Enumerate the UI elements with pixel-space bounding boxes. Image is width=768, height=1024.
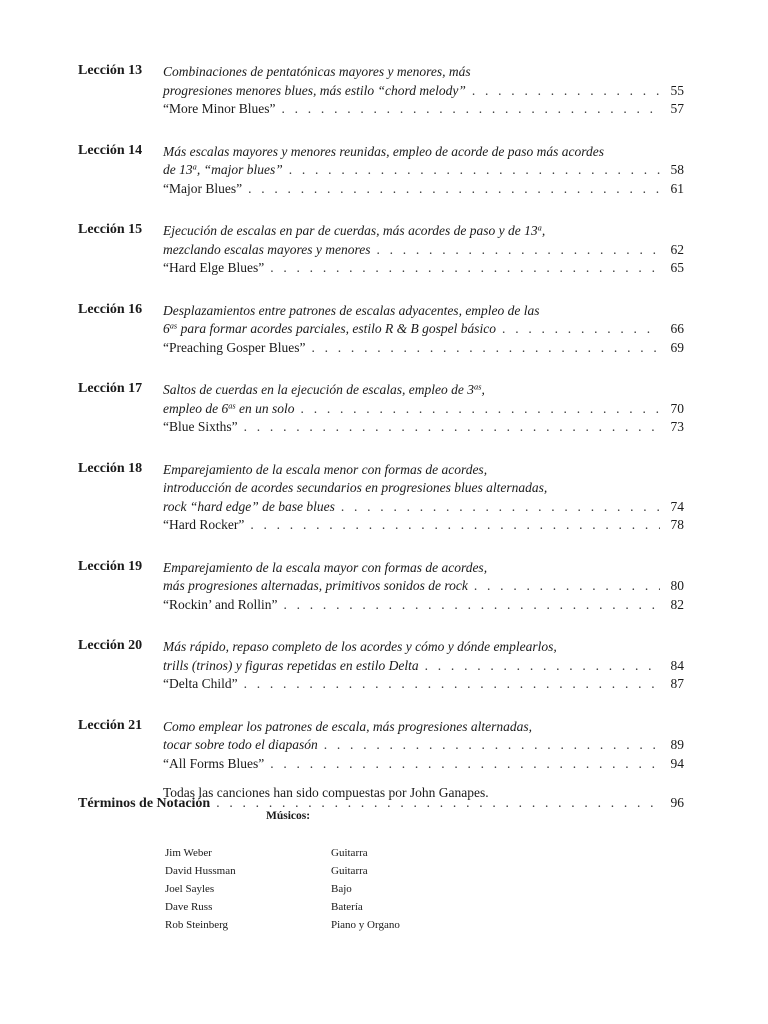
dot-leader bbox=[341, 498, 660, 517]
page-number: 96 bbox=[670, 795, 684, 810]
song-title: “Hard Rocker” bbox=[163, 517, 245, 532]
lesson-entry bbox=[78, 638, 684, 694]
dot-leader bbox=[502, 320, 660, 339]
lesson-lines bbox=[163, 718, 684, 774]
lesson-entry bbox=[78, 718, 684, 774]
lesson-entry bbox=[78, 63, 684, 119]
lesson-lines bbox=[163, 461, 684, 535]
lesson-label: Lección 19 bbox=[78, 558, 143, 574]
lesson-description: Emparejamiento de la escala mayor con formas de acordes, bbox=[163, 559, 488, 575]
lesson-entry bbox=[78, 461, 684, 535]
toc-line bbox=[163, 577, 684, 596]
lesson-label: Lección 16 bbox=[78, 301, 143, 317]
page-number: 65 bbox=[670, 260, 684, 275]
musicians-heading: Músicos: bbox=[266, 810, 311, 822]
musician-name: David Hussman bbox=[165, 865, 236, 877]
dot-leader bbox=[281, 100, 660, 119]
page-number: 89 bbox=[670, 737, 684, 752]
toc-line bbox=[163, 638, 684, 657]
toc-line bbox=[163, 559, 684, 578]
musician-row bbox=[165, 862, 400, 880]
dot-leader bbox=[244, 418, 660, 437]
toc-line bbox=[163, 498, 684, 517]
musician-instrument: Guitarra bbox=[331, 847, 368, 859]
page-number: 94 bbox=[670, 755, 684, 771]
dot-leader bbox=[250, 516, 660, 535]
lesson-label: Lección 13 bbox=[78, 63, 143, 78]
lesson-lines bbox=[163, 559, 684, 615]
musician-row bbox=[165, 916, 400, 934]
lesson-description: Más rápido, repaso completo de los acordes y cómo y dónde emplearlos, bbox=[163, 639, 557, 654]
toc-line bbox=[163, 675, 684, 694]
lesson-lines bbox=[163, 63, 684, 119]
lesson-description: Más escalas mayores y menores reunidas, empleo de acorde de paso más acordes bbox=[163, 143, 605, 159]
page-number: 69 bbox=[670, 339, 684, 355]
song-title: “Rockin’ and Rollin” bbox=[163, 596, 278, 612]
dot-leader bbox=[289, 161, 660, 180]
lesson-description: Desplazamientos entre patrones de escalas adyacentes, empleo de las bbox=[163, 302, 540, 318]
musician-instrument: Piano y Organo bbox=[331, 919, 400, 931]
dot-leader bbox=[283, 596, 660, 615]
dot-leader bbox=[425, 657, 660, 676]
page-number: 82 bbox=[670, 596, 684, 612]
toc-line bbox=[163, 320, 684, 339]
toc-line bbox=[163, 63, 684, 82]
dot-leader bbox=[324, 736, 660, 755]
song-title: “Delta Child” bbox=[163, 676, 238, 691]
toc-line bbox=[163, 161, 684, 180]
musicians-list bbox=[165, 844, 400, 934]
dot-leader bbox=[472, 82, 660, 101]
song-title: “More Minor Blues” bbox=[163, 101, 276, 116]
lesson-label: Lección 17 bbox=[78, 381, 143, 396]
page-number: 66 bbox=[670, 321, 684, 336]
toc-line bbox=[163, 736, 684, 755]
musician-name: Jim Weber bbox=[165, 847, 212, 859]
page-number: 55 bbox=[670, 82, 684, 98]
musician-instrument: Bajo bbox=[331, 883, 352, 895]
lesson-label: Lección 21 bbox=[78, 717, 143, 733]
musician-name: Rob Steinberg bbox=[165, 919, 229, 931]
toc-line bbox=[163, 418, 684, 437]
lesson-description: introducción de acordes secundarios en progresiones blues alternadas, bbox=[163, 480, 548, 495]
toc-line bbox=[163, 381, 684, 400]
musician-instrument: Guitarra bbox=[331, 865, 368, 877]
lesson-label: Lección 20 bbox=[78, 638, 143, 653]
dot-leader bbox=[244, 675, 660, 694]
credits-note: Todas las canciones han sido compuestas por John Ganapes. bbox=[163, 785, 489, 800]
lesson-description: Emparejamiento de la escala menor con formas de acordes, bbox=[163, 461, 488, 477]
dot-leader bbox=[301, 400, 660, 419]
lesson-lines bbox=[163, 638, 684, 694]
lesson-entry bbox=[78, 559, 684, 615]
lesson-description: rock “hard edge” de base blues bbox=[163, 498, 335, 514]
page-number: 84 bbox=[670, 657, 684, 673]
page-number: 61 bbox=[670, 180, 684, 196]
musician-row bbox=[165, 898, 400, 916]
page-number: 58 bbox=[670, 162, 684, 177]
toc-line bbox=[163, 596, 684, 615]
toc-line bbox=[163, 461, 684, 480]
lesson-label: Lección 18 bbox=[78, 460, 143, 476]
musician-instrument: Batería bbox=[331, 901, 363, 913]
lesson-description: progresiones menores blues, más estilo “chord melody” bbox=[163, 82, 466, 98]
toc-line bbox=[163, 180, 684, 199]
lesson-description: $6^{as}$ para formar acordes parciales, estilo R & B gospel básico bbox=[163, 321, 497, 336]
toc-line bbox=[163, 516, 684, 535]
lesson-lines bbox=[163, 222, 684, 278]
toc-line bbox=[163, 222, 684, 241]
lesson-description: Ejecución de escalas en par de cuerdas, más acordes de paso y de 13$^a$, bbox=[163, 223, 546, 238]
toc-line bbox=[163, 302, 684, 321]
table-of-contents bbox=[78, 63, 684, 813]
dot-leader bbox=[270, 259, 660, 278]
toc-line bbox=[163, 259, 684, 278]
musician-row bbox=[165, 844, 400, 862]
lesson-description: de 13$^a$, “major blues” bbox=[163, 162, 283, 177]
lesson-lines bbox=[163, 143, 684, 199]
musician-name: Joel Sayles bbox=[165, 883, 215, 895]
musician-name: Dave Russ bbox=[165, 901, 213, 913]
toc-line bbox=[163, 479, 684, 498]
dot-leader bbox=[311, 339, 660, 358]
lesson-label: Lección 14 bbox=[78, 142, 143, 158]
lesson-description: Como emplear los patrones de escala, más progresiones alternadas, bbox=[163, 718, 532, 734]
page-number: 78 bbox=[670, 517, 684, 532]
lesson-entry bbox=[78, 222, 684, 278]
lesson-description: Combinaciones de pentatónicas mayores y menores, más bbox=[163, 64, 471, 79]
toc-line bbox=[163, 755, 684, 774]
page-number: 70 bbox=[670, 400, 684, 416]
dot-leader bbox=[474, 577, 660, 596]
toc-line bbox=[163, 82, 684, 101]
dot-leader bbox=[248, 180, 660, 199]
musician-row bbox=[165, 880, 400, 898]
toc-line bbox=[163, 339, 684, 358]
toc-line bbox=[163, 143, 684, 162]
song-title: “All Forms Blues” bbox=[163, 755, 265, 771]
lesson-list bbox=[78, 63, 684, 773]
lesson-label: Lección 15 bbox=[78, 222, 143, 237]
lesson-description: empleo de $6^{as}$ en un solo bbox=[163, 400, 295, 416]
toc-line bbox=[163, 400, 684, 419]
toc-line bbox=[163, 718, 684, 737]
toc-line bbox=[163, 657, 684, 676]
song-title: “Hard Elge Blues” bbox=[163, 260, 265, 275]
page-number: 74 bbox=[670, 498, 684, 514]
song-title: “Preaching Gosper Blues” bbox=[163, 339, 306, 355]
terms-label: Términos de Notación bbox=[78, 796, 211, 811]
page-number: 62 bbox=[670, 241, 684, 257]
lesson-entry bbox=[78, 302, 684, 358]
song-title: “Blue Sixths” bbox=[163, 419, 238, 434]
page-number: 73 bbox=[670, 419, 684, 434]
lesson-lines bbox=[163, 302, 684, 358]
lesson-lines bbox=[163, 381, 684, 437]
dot-leader bbox=[270, 755, 660, 774]
dot-leader bbox=[376, 241, 660, 260]
song-title: “Major Blues” bbox=[163, 180, 243, 196]
lesson-entry bbox=[78, 143, 684, 199]
lesson-description: más progresiones alternadas, primitivos sonidos de rock bbox=[163, 578, 468, 593]
toc-line bbox=[163, 241, 684, 260]
page-number: 57 bbox=[670, 101, 684, 116]
lesson-description: tocar sobre todo el diapasón bbox=[163, 737, 318, 752]
page-number: 80 bbox=[670, 578, 684, 593]
lesson-description: mezclando escalas mayores y menores bbox=[163, 241, 371, 257]
lesson-entry bbox=[78, 381, 684, 437]
toc-line bbox=[163, 100, 684, 119]
lesson-description: trills (trinos) y figuras repetidas en estilo Delta bbox=[163, 657, 419, 673]
page-number: 87 bbox=[670, 676, 684, 691]
lesson-description: Saltos de cuerdas en la ejecución de escalas, empleo de $3^{as}$, bbox=[163, 382, 485, 397]
